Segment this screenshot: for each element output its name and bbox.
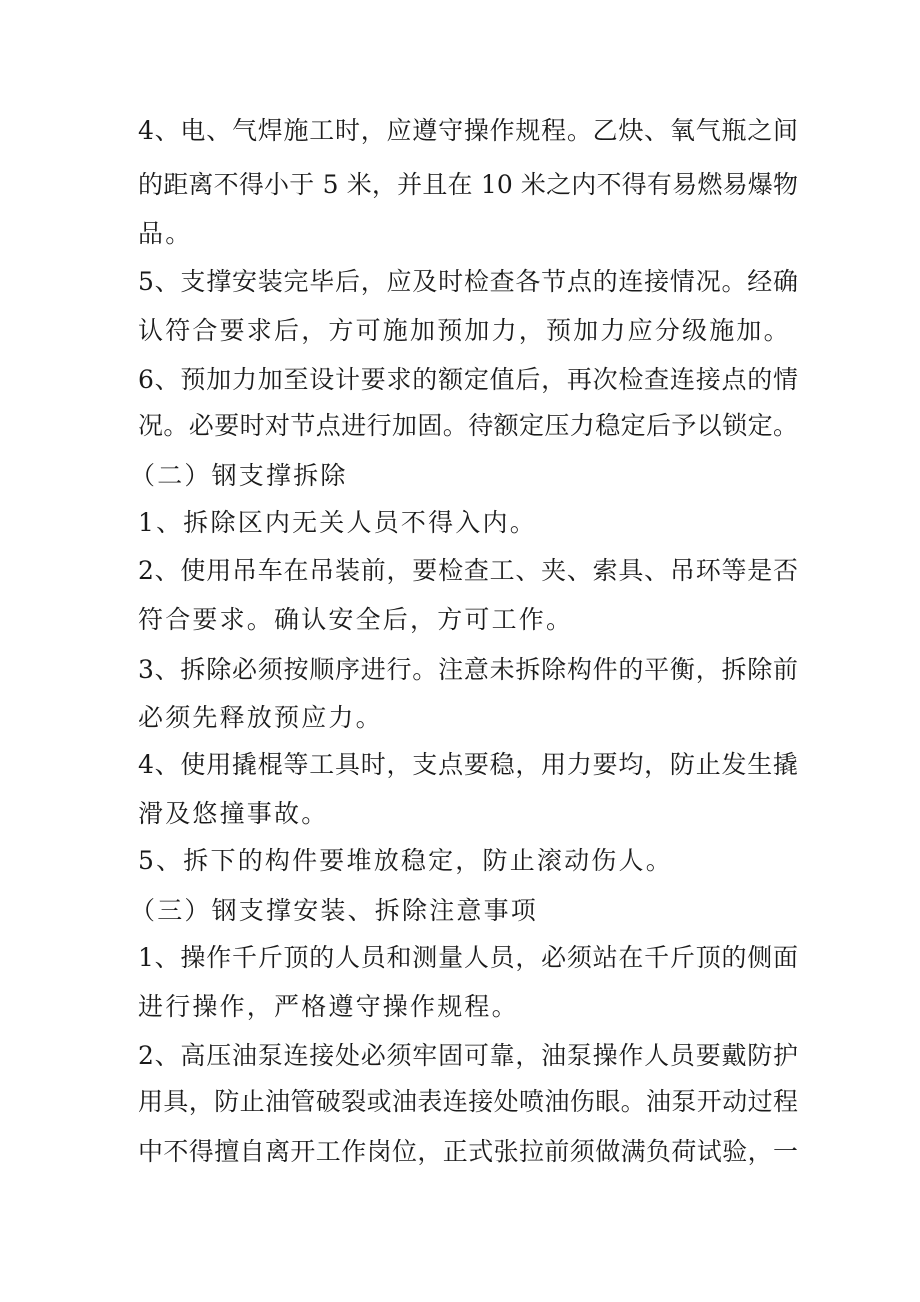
text-line: 1、操作千斤顶的人员和测量人员，必须站在千斤顶的侧面 xyxy=(138,943,798,972)
text-line: 品。 xyxy=(138,219,193,248)
section-heading: （三）钢支撑安装、拆除注意事项 xyxy=(130,896,539,925)
text-line: 5、拆下的构件要堆放稳定，防止滚动伤人。 xyxy=(138,846,673,875)
text-line: 必须先释放预应力。 xyxy=(138,703,383,732)
text-line: 况。必要时对节点进行加固。待额定压力稳定后予以锁定。 xyxy=(138,411,798,440)
section-heading: （二）钢支撑拆除 xyxy=(130,461,348,490)
text-line: 认符合要求后，方可施加预加力，预加力应分级施加。 xyxy=(138,316,791,345)
text-line: 用具，防止油管破裂或油表连接处喷油伤眼。油泵开动过程 xyxy=(138,1087,798,1116)
text-line: 6、预加力加至设计要求的额定值后，再次检查连接点的情 xyxy=(138,365,798,394)
text-line: 4、电、气焊施工时，应遵守操作规程。乙炔、氧气瓶之间 xyxy=(138,116,798,145)
text-line: 符合要求。确认安全后，方可工作。 xyxy=(138,605,574,634)
text-line: 2、高压油泵连接处必须牢固可靠，油泵操作人员要戴防护 xyxy=(138,1041,798,1070)
text-line: 3、拆除必须按顺序进行。注意未拆除构件的平衡，拆除前 xyxy=(138,655,798,684)
text-line: 滑及悠撞事故。 xyxy=(138,799,329,828)
text-line: 进行操作，严格遵守操作规程。 xyxy=(138,992,519,1021)
text-line: 中不得擅自离开工作岗位，正式张拉前须做满负荷试验，一 xyxy=(138,1137,798,1166)
text-line: 的距离不得小于 5 米，并且在 10 米之内不得有易燃易爆物 xyxy=(138,170,798,199)
text-line: 1、拆除区内无关人员不得入内。 xyxy=(138,508,537,537)
text-line: 4、使用撬棍等工具时，支点要稳，用力要均，防止发生撬 xyxy=(138,750,798,779)
text-line: 2、使用吊车在吊装前，要检查工、夹、索具、吊环等是否 xyxy=(138,556,798,585)
text-line: 5、支撑安装完毕后，应及时检查各节点的连接情况。经确 xyxy=(138,267,798,296)
